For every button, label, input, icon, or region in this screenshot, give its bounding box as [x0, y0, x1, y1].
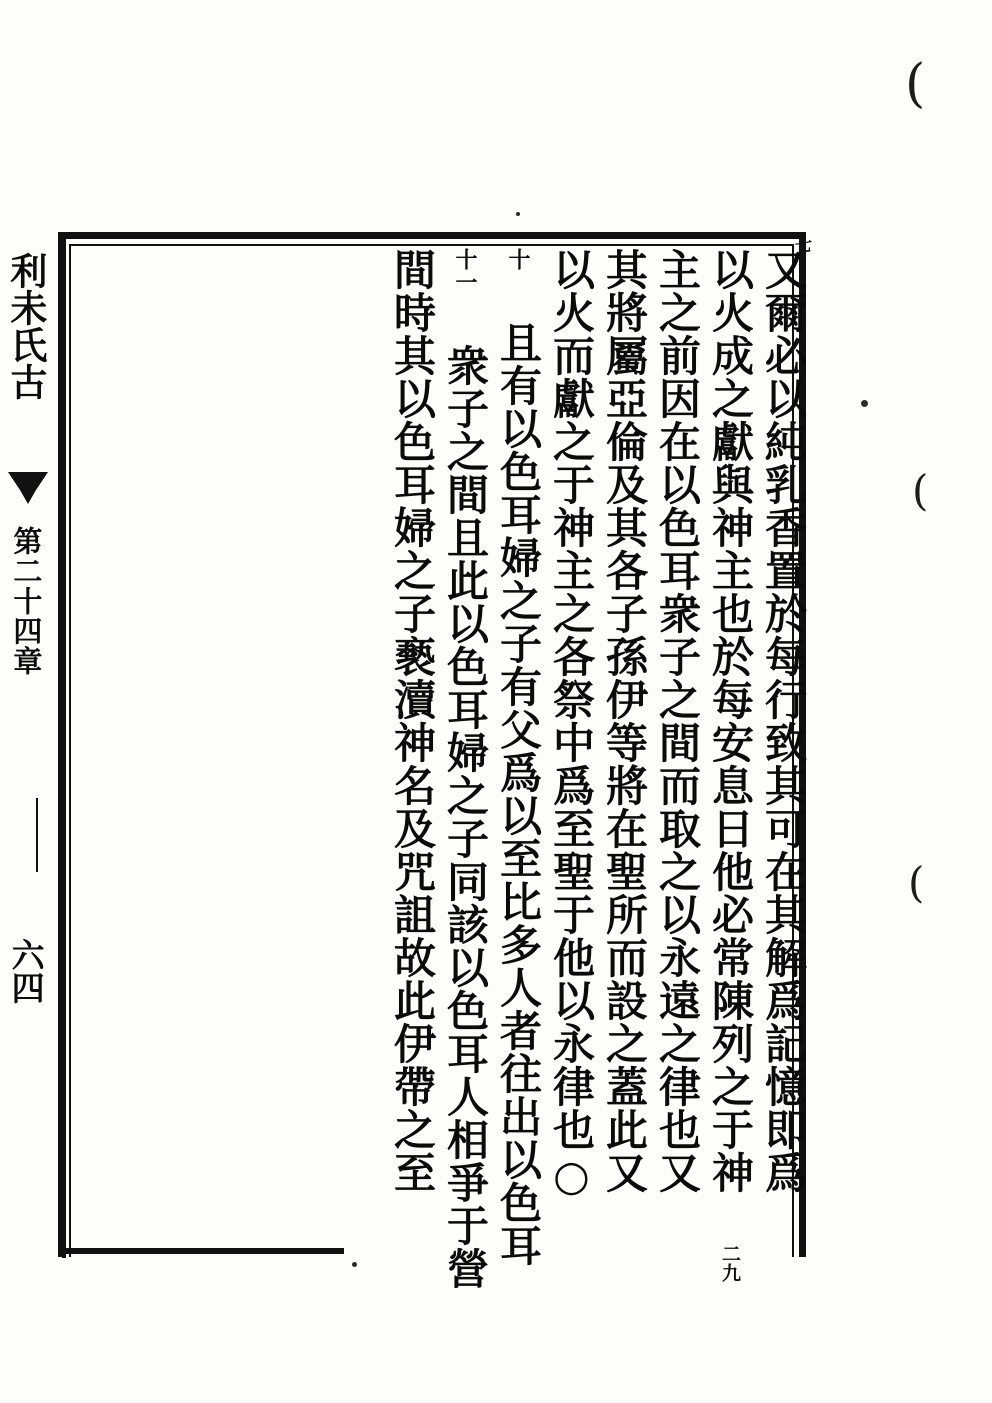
- book-title: 利未氏古: [3, 252, 48, 400]
- column-6-text: 且有以色耳婦之子有父爲以至比多人者往出以色耳: [494, 321, 543, 1267]
- column-2-text: 以火成之獻與神主也於每安息日他必常陳列之于神: [706, 248, 755, 1194]
- column-7-text: 衆子之間且此以色耳婦之子同該以色耳人相爭于營: [441, 344, 490, 1290]
- column-4-text: 其將屬亞倫及其各子孫伊等將在聖所而設之蓋此又: [600, 248, 649, 1194]
- column-8-text: 間時其以色耳婦之子褻瀆神名及咒詛故此伊帶之至: [388, 248, 437, 1194]
- ink-mark-crescent-mid: (: [912, 466, 929, 515]
- page-number: 六四: [6, 938, 46, 1004]
- text-column-6: [486, 240, 543, 1267]
- ink-mark-crescent-top: (: [905, 54, 926, 114]
- text-column-3: [645, 240, 702, 1240]
- text-column-7: [433, 240, 490, 1290]
- text-columns: [62, 240, 808, 1290]
- margin-vertical-rule: [62, 238, 66, 1258]
- margin-divider-rule: [36, 798, 38, 872]
- column-7-note: 十一: [452, 248, 478, 294]
- corner-note: 七: [791, 236, 811, 253]
- text-column-2: [698, 240, 755, 1282]
- column-6-note: 十: [505, 248, 531, 271]
- chapter-label: 第二十四章: [9, 526, 44, 676]
- text-column-8: [380, 240, 437, 1240]
- ink-mark-crescent-low: (: [908, 858, 925, 907]
- margin-strip: [0, 238, 62, 1258]
- ink-speck-b: [516, 212, 520, 216]
- column-5-text: 以火而獻之于神主之各祭中爲至聖于他以永律也○: [547, 248, 596, 1201]
- text-column-5: [539, 240, 596, 1240]
- column-3-text: 主之前因在以色耳衆子之間而取之以永遠之律也又: [653, 248, 702, 1194]
- column-1-text: 又爾必以純乳香置於每行致其可在其解爲記憶即爲: [759, 248, 808, 1194]
- ink-speck-a: [861, 400, 868, 407]
- fish-tail-ornament-icon: [6, 470, 50, 506]
- column-2-note: 二九: [719, 1244, 741, 1282]
- text-column-4: [592, 240, 649, 1240]
- ink-speck-c: [352, 1262, 357, 1267]
- text-column-1: [751, 240, 808, 1240]
